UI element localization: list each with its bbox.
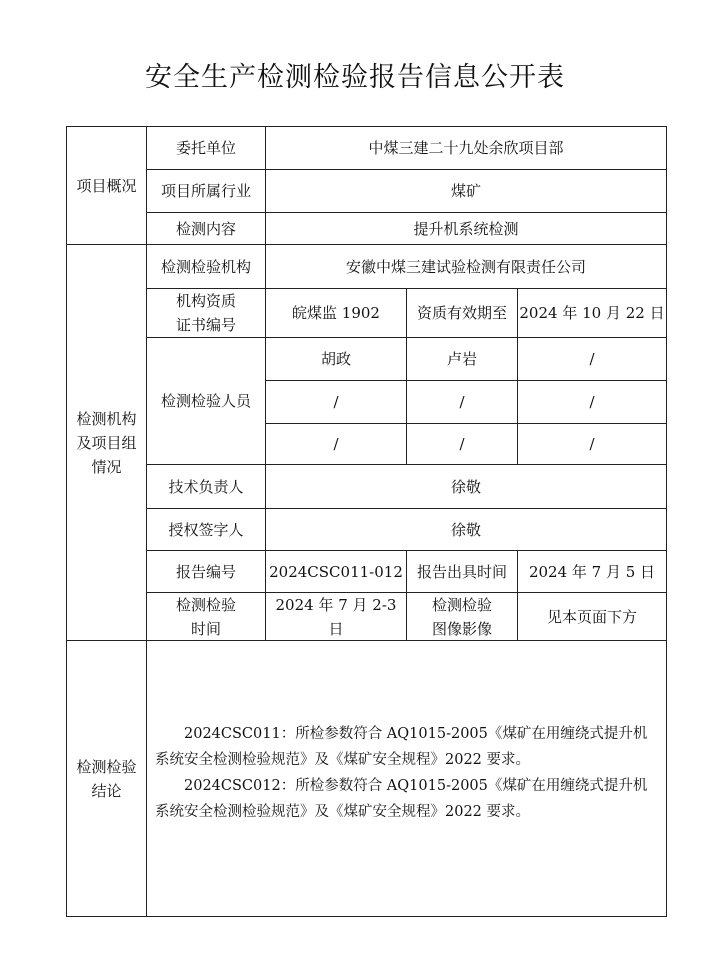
tech-lead-label: 技术负责人	[168, 477, 244, 496]
agency-value-cell	[265, 244, 667, 289]
personnel-name: /	[589, 393, 595, 411]
personnel-name: /	[333, 393, 339, 411]
personnel-cell	[406, 423, 518, 465]
personnel-name: /	[333, 435, 339, 453]
test-time-label-line1: 检测检验	[175, 595, 236, 614]
section-org-line1: 检测机构	[76, 409, 137, 428]
personnel-cell	[517, 337, 667, 381]
validity-label: 资质有效期至	[416, 304, 507, 322]
issue-time-label: 报告出具时间	[416, 562, 507, 581]
issue-time-value: 2024 年 7 月 5 日	[528, 562, 656, 581]
report-no-value-cell	[265, 550, 407, 593]
image-value: 见本页面下方	[546, 607, 637, 626]
personnel-name: 卢岩	[446, 350, 477, 368]
client-label-cell	[146, 126, 266, 170]
image-label-line2: 图像影像	[431, 619, 492, 638]
tech-lead-label-cell	[146, 464, 266, 509]
validity-value-cell	[517, 288, 667, 338]
section-org-line2: 及项目组	[76, 433, 137, 452]
conclusion-text	[155, 721, 658, 825]
personnel-cell	[517, 423, 667, 465]
signer-label: 授权签字人	[168, 520, 244, 539]
test-time-value-cell	[265, 592, 407, 641]
cert-label-line1: 机构资质	[175, 292, 236, 310]
agency-value: 安徽中煤三建试验检测有限责任公司	[345, 257, 586, 276]
image-label-cell	[406, 592, 518, 641]
personnel-name: /	[589, 350, 595, 368]
content-value: 提升机系统检测	[413, 219, 519, 238]
section-project-label: 项目概况	[76, 176, 137, 195]
personnel-cell	[517, 380, 667, 424]
content-value-cell	[265, 212, 667, 245]
client-value-cell	[265, 126, 667, 170]
page-title: 安全生产检测检验报告信息公开表	[145, 62, 565, 93]
client-label: 委托单位	[175, 139, 236, 157]
signer-value: 徐敬	[450, 520, 481, 539]
section-conclusion	[66, 640, 147, 917]
content-label: 检测内容	[175, 219, 236, 238]
industry-value: 煤矿	[450, 182, 481, 200]
cert-value: 皖煤监 1902	[292, 304, 380, 322]
tech-lead-value: 徐敬	[450, 477, 481, 496]
cert-value-cell	[265, 288, 407, 338]
client-value: 中煤三建二十九处余欣项目部	[368, 139, 564, 157]
test-time-value: 2024 年 7 月 2-3 日	[275, 595, 397, 638]
industry-label-cell	[146, 169, 266, 213]
issue-time-label-cell	[406, 550, 518, 593]
cert-label-cell	[146, 288, 266, 338]
agency-label-cell	[146, 244, 266, 289]
personnel-label-cell	[146, 337, 266, 465]
personnel-cell	[265, 380, 407, 424]
agency-label: 检测检验机构	[160, 257, 251, 276]
signer-value-cell	[265, 508, 667, 551]
industry-value-cell	[265, 169, 667, 213]
cert-label-line2: 证书编号	[175, 316, 236, 334]
personnel-cell	[406, 337, 518, 381]
personnel-name: /	[589, 435, 595, 453]
validity-value: 2024 年 10 月 22 日	[519, 304, 665, 322]
personnel-name: /	[459, 435, 465, 453]
personnel-cell	[406, 380, 518, 424]
section-org-team	[66, 244, 147, 641]
section-project-overview	[66, 126, 147, 245]
issue-time-value-cell	[517, 550, 667, 593]
industry-label: 项目所属行业	[160, 182, 251, 200]
personnel-name: 胡政	[320, 350, 351, 368]
personnel-label: 检测检验人员	[160, 392, 251, 410]
personnel-cell	[265, 337, 407, 381]
personnel-cell	[265, 423, 407, 465]
section-org-line3: 情况	[91, 457, 122, 476]
validity-label-cell	[406, 288, 518, 338]
conclusion-paragraph-2: 2024CSC012：所检参数符合 AQ1015-2005《煤矿在用缠绕式提升机系统安全检测检验规范》及《煤矿安全规程》2022 要求。	[155, 778, 648, 820]
signer-label-cell	[146, 508, 266, 551]
section-conclusion-line2: 结论	[91, 781, 122, 800]
tech-lead-value-cell	[265, 464, 667, 509]
report-no-value: 2024CSC011-012	[269, 562, 403, 581]
personnel-name: /	[459, 393, 465, 411]
report-no-label: 报告编号	[175, 562, 236, 581]
section-conclusion-line1: 检测检验	[76, 757, 137, 776]
test-time-label-cell	[146, 592, 266, 641]
image-value-cell	[517, 592, 667, 641]
report-no-label-cell	[146, 550, 266, 593]
conclusion-paragraph-1: 2024CSC011：所检参数符合 AQ1015-2005《煤矿在用缠绕式提升机系统安全检测检验规范》及《煤矿安全规程》2022 要求。	[155, 726, 648, 768]
image-label-line1: 检测检验	[431, 595, 492, 614]
test-time-label-line2: 时间	[190, 619, 221, 638]
conclusion-body-cell	[146, 640, 667, 917]
content-label-cell	[146, 212, 266, 245]
